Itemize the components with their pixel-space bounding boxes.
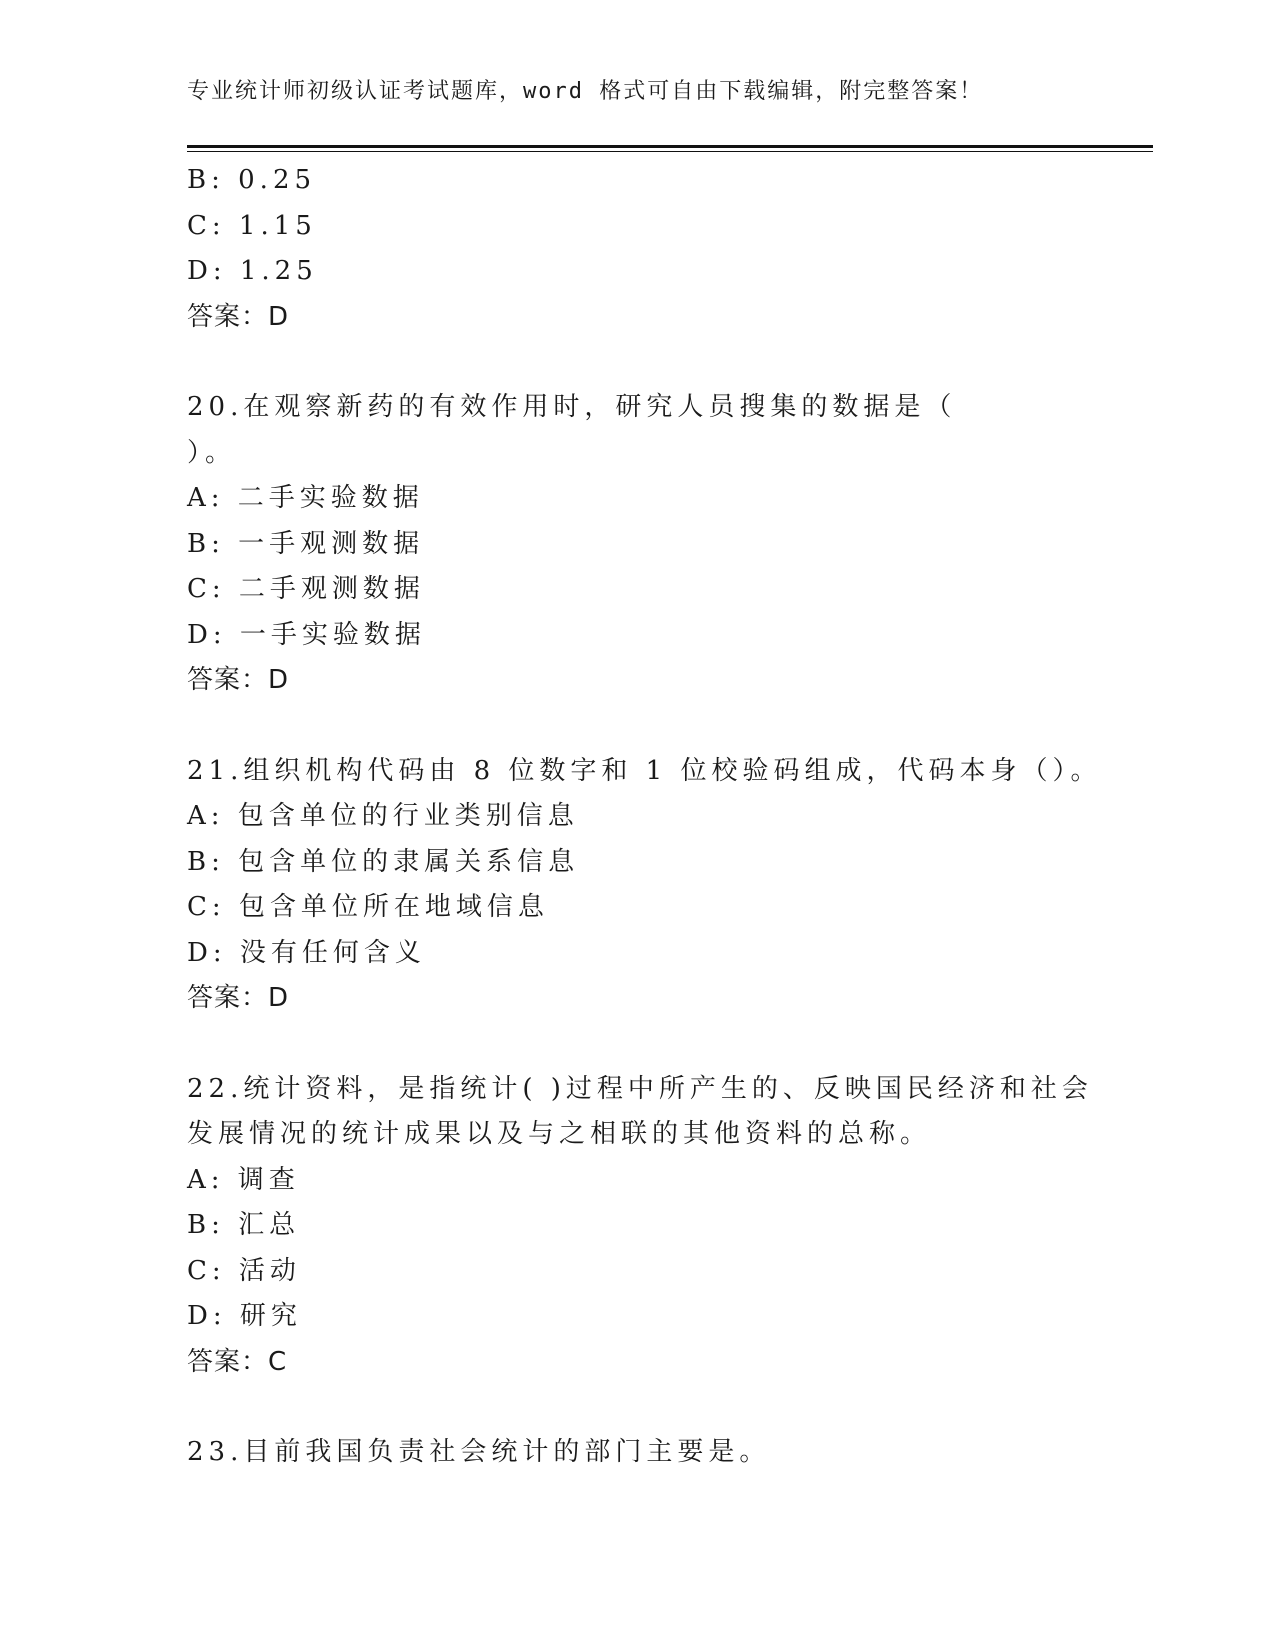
question-21 (187, 749, 1102, 1022)
answer: 答案：C (187, 1346, 288, 1377)
option-b: B: 0.25 (187, 165, 317, 195)
option-d: D: 研究 (187, 1301, 302, 1331)
header-divider-thin (187, 151, 1153, 152)
option-a: A: 调查 (187, 1164, 300, 1195)
question-stem: 22.统计资料，是指统计( )过程中所产生的、反映国民经济和社会 (187, 1073, 1093, 1104)
spacer (187, 1022, 1087, 1067)
option-c: C: 1.15 (187, 210, 317, 241)
option-a: A: 二手实验数据 (187, 483, 424, 513)
answer: 答案：D (187, 301, 290, 332)
question-stem: 发展情况的统计成果以及与之相联的其他资料的总称。 (187, 1119, 932, 1149)
question-content (187, 158, 1102, 1476)
question-22 (187, 1067, 1093, 1386)
option-b: B: 汇总 (187, 1210, 301, 1240)
option-a: A: 包含单位的行业类别信息 (187, 801, 579, 831)
spacer (187, 704, 1087, 749)
question-stem: ）。 (187, 437, 237, 468)
option-d: D: 1.25 (187, 256, 318, 286)
option-c: C: 二手观测数据 (187, 574, 425, 604)
answer: 答案：D (187, 665, 290, 695)
question-stem: 21.组织机构代码由 8 位数字和 1 位校验码组成，代码本身（）。 (187, 755, 1102, 786)
question-stem: 20.在观察新药的有效作用时，研究人员搜集的数据是（ (187, 392, 957, 422)
spacer (187, 340, 1087, 385)
answer: 答案：D (187, 983, 290, 1013)
option-c: C: 包含单位所在地域信息 (187, 892, 549, 922)
question-19 (187, 158, 1087, 340)
option-d: D: 没有任何含义 (187, 937, 426, 968)
question-20 (187, 385, 1087, 704)
question-23 (187, 1430, 1087, 1476)
option-c: C: 活动 (187, 1255, 301, 1286)
header-divider-thick (187, 145, 1153, 148)
page-header: 专业统计师初级认证考试题库，word 格式可自由下载编辑，附完整答案！ (187, 79, 984, 104)
option-b: B: 包含单位的隶属关系信息 (187, 846, 580, 877)
option-d: D: 一手实验数据 (187, 619, 426, 650)
question-stem: 23.目前我国负责社会统计的部门主要是。 (187, 1437, 771, 1467)
spacer (187, 1385, 1087, 1430)
option-b: B: 一手观测数据 (187, 528, 425, 559)
